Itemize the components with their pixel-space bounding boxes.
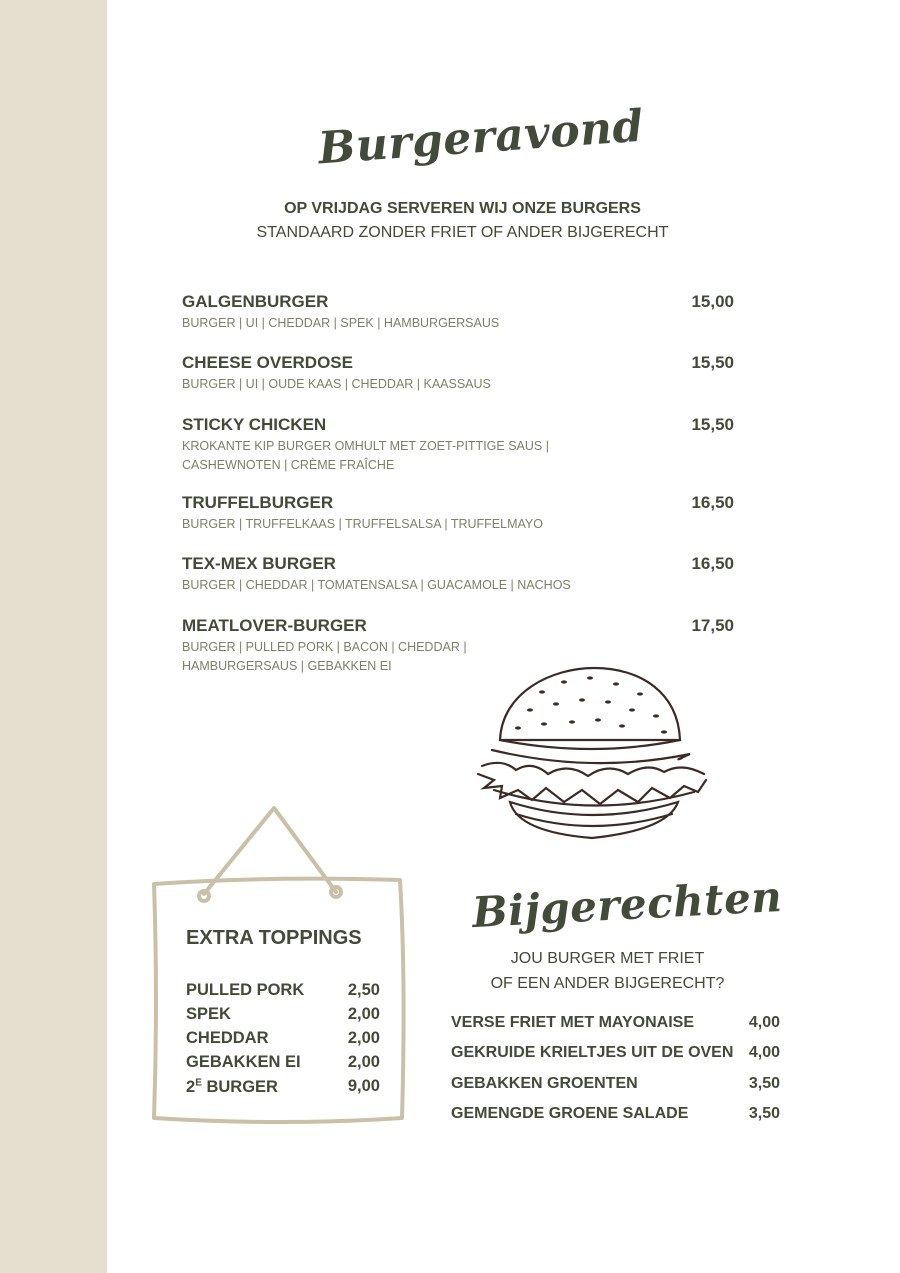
item-name: STICKY CHICKEN — [182, 415, 327, 434]
side-item-price: 3,50 — [748, 1105, 780, 1122]
sides-subtitle-line2: OF EEN ANDER BIJGERECHT? — [490, 975, 725, 992]
item-price: 15,50 — [691, 415, 734, 434]
item-description: BURGER | CHEDDAR | TOMATENSALSA | GUACAMOLE | NACHOS — [182, 578, 571, 592]
toppings-title: EXTRA TOPPINGS — [186, 927, 362, 949]
subtitle: STANDAARD ZONDER FRIET OF ANDER BIJGERECHT — [256, 224, 669, 241]
item-price: 16,50 — [691, 554, 734, 573]
item-price: 16,50 — [691, 493, 734, 512]
side-item-price: 4,00 — [748, 1014, 780, 1031]
menu-item — [182, 493, 742, 534]
side-band — [0, 0, 107, 1273]
topping-name: CHEDDAR — [186, 1029, 269, 1047]
topping-name-suffix: BURGER — [201, 1077, 278, 1096]
side-item-name: GEBAKKEN GROENTEN — [451, 1075, 638, 1092]
topping-row — [186, 1077, 380, 1097]
topping-name-number: 2 — [186, 1077, 196, 1096]
item-description: BURGER | UI | OUDE KAAS | CHEDDAR | KAASSAUS — [182, 377, 491, 391]
topping-price: 2,00 — [347, 1005, 380, 1023]
sides-title: Bijgerechten — [470, 871, 784, 938]
side-item — [451, 1075, 780, 1093]
side-item — [451, 1044, 780, 1062]
side-item-name: GEKRUIDE KRIELTJES UIT DE OVEN — [451, 1044, 734, 1061]
sides-subtitle-line1: JOU BURGER MET FRIET — [510, 950, 705, 967]
item-description: BURGER | PULLED PORK | BACON | CHEDDAR | — [182, 640, 467, 654]
item-description-line2: CASHEWNOTEN | CRÈME FRAÎCHE — [182, 458, 395, 472]
side-item — [451, 1105, 780, 1123]
topping-name: SPEK — [186, 1005, 231, 1023]
topping-row — [186, 1053, 380, 1072]
topping-name: GEBAKKEN EI — [186, 1053, 301, 1071]
side-item-price: 3,50 — [748, 1075, 780, 1092]
topping-name — [186, 1078, 278, 1096]
topping-row — [186, 1029, 380, 1048]
item-description: KROKANTE KIP BURGER OMHULT MET ZOET-PITTIGE SAUS | — [182, 439, 549, 453]
item-name: CHEESE OVERDOSE — [182, 353, 353, 372]
topping-name: PULLED PORK — [186, 981, 305, 999]
topping-name-superscript: E — [195, 1077, 202, 1088]
menu-item — [182, 415, 742, 475]
menu-item — [182, 292, 742, 333]
item-name: TRUFFELBURGER — [182, 493, 334, 512]
side-item — [451, 1014, 780, 1032]
item-price: 15,50 — [691, 353, 734, 372]
item-name: MEATLOVER-BURGER — [182, 616, 367, 635]
menu-item — [182, 353, 742, 394]
item-description-line2: HAMBURGERSAUS | GEBAKKEN EI — [182, 659, 392, 673]
topping-price: 2,50 — [347, 981, 380, 999]
burger-illustration-icon — [472, 662, 712, 862]
side-item-name: GEMENGDE GROENE SALADE — [451, 1105, 689, 1122]
side-item-price: 4,00 — [748, 1044, 780, 1061]
item-description: BURGER | TRUFFELKAAS | TRUFFELSALSA | TRUFFELMAYO — [182, 517, 543, 531]
item-description: BURGER | UI | CHEDDAR | SPEK | HAMBURGERSAUS — [182, 316, 500, 330]
menu-item — [182, 554, 742, 595]
item-price: 15,00 — [691, 292, 734, 311]
item-name: GALGENBURGER — [182, 292, 329, 311]
topping-price: 9,00 — [347, 1077, 380, 1095]
item-price: 17,50 — [691, 616, 734, 635]
topping-price: 2,00 — [347, 1029, 380, 1047]
item-name: TEX-MEX BURGER — [182, 554, 336, 573]
side-item-name: VERSE FRIET MET MAYONAISE — [451, 1014, 694, 1031]
subtitle-bold: OP VRIJDAG SERVEREN WIJ ONZE BURGERS — [284, 200, 641, 217]
topping-row — [186, 981, 380, 1000]
topping-row — [186, 1005, 380, 1024]
topping-price: 2,00 — [347, 1053, 380, 1071]
page-title: Burgeravond — [316, 100, 646, 175]
